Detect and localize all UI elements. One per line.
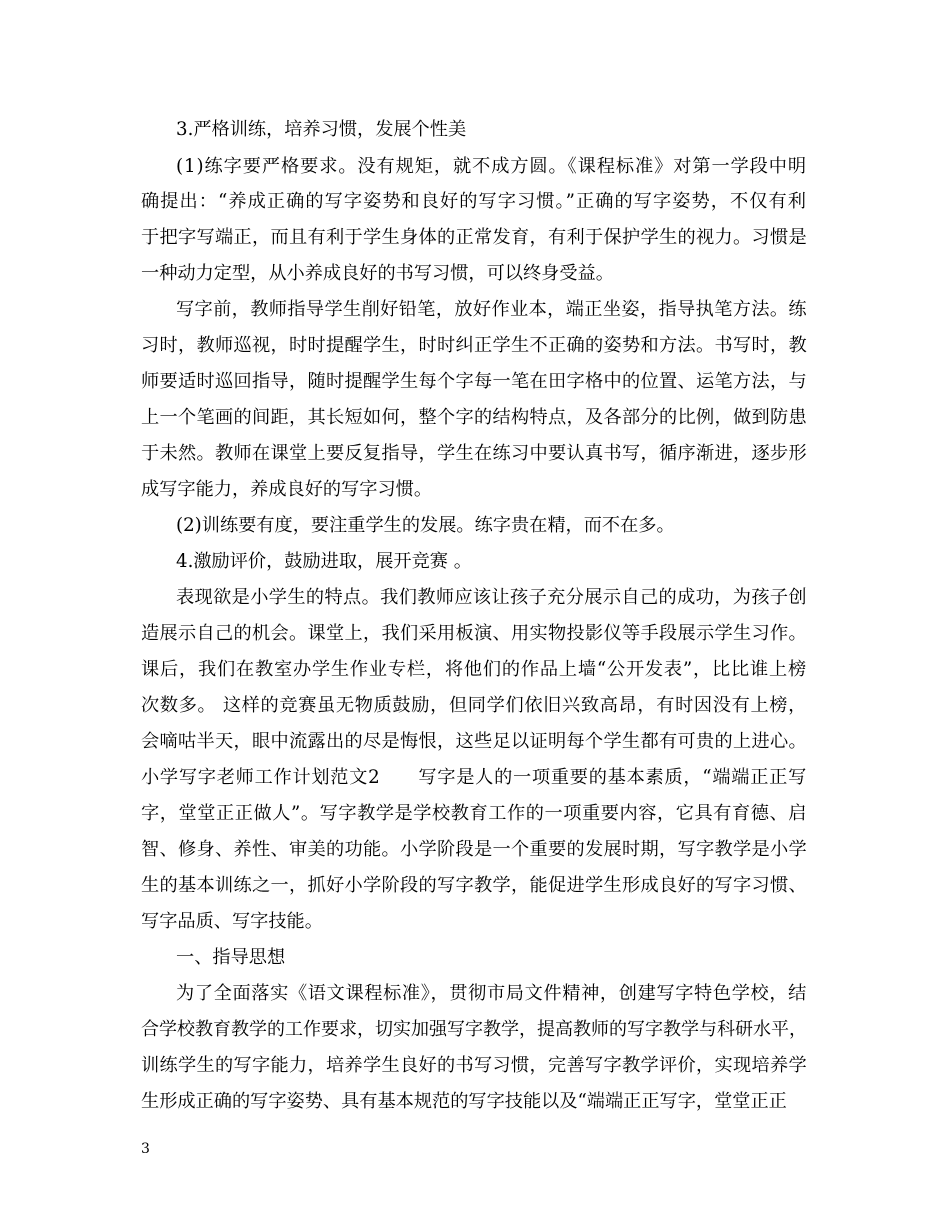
paragraph-line: 师要适时巡回指导，随时提醒学生每个字每一笔在田字格中的位置、运笔方法，与 xyxy=(141,371,807,392)
page-number: 3 xyxy=(141,1141,150,1157)
paragraph-line: 生形成正确的写字姿势、具有基本规范的写字技能以及“端端正正写字，堂堂正正 xyxy=(141,1091,787,1112)
paragraph-line: 成写字能力，养成良好的写字习惯。 xyxy=(141,479,433,500)
paragraph-first-line: 4.激励评价，鼓励进取，展开竞赛 。 xyxy=(176,551,472,572)
paragraph-line: 于把字写端正，而且有利于学生身体的正常发育，有利于保护学生的视力。习惯是 xyxy=(141,227,807,248)
paragraph-line: 上一个笔画的间距，其长短如何，整个字的结构特点，及各部分的比例，做到防患 xyxy=(141,407,807,428)
paragraph-first-line: 为了全面落实《语文课程标准》，贯彻市局文件精神，创建写字特色学校，结 xyxy=(176,983,808,1004)
paragraph-first-line: (2)训练要有度，要注重学生的发展。练字贵在精，而不在多。 xyxy=(176,515,675,536)
paragraph-line: 习时，教师巡视，时时提醒学生，时时纠正学生不正确的姿势和方法。书写时，教 xyxy=(141,335,807,356)
paragraph-line: 造展示自己的机会。课堂上，我们采用板演、用实物投影仪等手段展示学生习作。 xyxy=(141,623,807,644)
paragraph-line: 会嘀咕半天，眼中流露出的尽是悔恨，这些足以证明每个学生都有可贵的上进心。 xyxy=(141,731,807,752)
paragraph-line: 小学写字老师工作计划范文2 写字是人的一项重要的基本素质，“端端正正写 xyxy=(141,767,807,788)
paragraph-line: 智、修身、养性、审美的功能。小学阶段是一个重要的发展时期，写字教学是小学 xyxy=(141,839,807,860)
paragraph-line: 确提出：“养成正确的写字姿势和良好的写字习惯。”正确的写字姿势，不仅有利 xyxy=(141,191,807,212)
paragraph-line: 合学校教育教学的工作要求，切实加强写字教学，提高教师的写字教学与科研水平， xyxy=(141,1019,808,1040)
paragraph-first-line: 一、指导思想 xyxy=(176,947,286,968)
paragraph-line: 生的基本训练之一，抓好小学阶段的写字教学，能促进学生形成良好的写字习惯、 xyxy=(141,875,807,896)
paragraph-line: 字，堂堂正正做人”。写字教学是学校教育工作的一项重要内容，它具有育德、启 xyxy=(141,803,807,824)
paragraph-line: 训练学生的写字能力，培养学生良好的书写习惯，完善写字教学评价，实现培养学 xyxy=(141,1055,807,1076)
paragraph-first-line: 3.严格训练，培养习惯，发展个性美 xyxy=(176,119,467,140)
paragraph-first-line: (1)练字要严格要求。没有规矩，就不成方圆。《课程标准》对第一学段中明 xyxy=(176,156,808,177)
paragraph-line: 写字品质、写字技能。 xyxy=(141,911,323,932)
paragraph-line: 于未然。教师在课堂上要反复指导，学生在练习中要认真书写，循序渐进，逐步形 xyxy=(141,443,807,464)
paragraph-line: 课后，我们在教室办学生作业专栏，将他们的作品上墙“公开发表”，比比谁上榜 xyxy=(141,659,807,680)
paragraph-line: 一种动力定型，从小养成良好的书写习惯，可以终身受益。 xyxy=(141,263,614,284)
paragraph-line: 次数多。 这样的竞赛虽无物质鼓励，但同学们依旧兴致高昂，有时因没有上榜， xyxy=(141,695,807,716)
paragraph-first-line: 表现欲是小学生的特点。我们教师应该让孩子充分展示自己的成功，为孩子创 xyxy=(176,587,807,608)
paragraph-first-line: 写字前，教师指导学生削好铅笔，放好作业本，端正坐姿，指导执笔方法。练 xyxy=(176,299,807,320)
